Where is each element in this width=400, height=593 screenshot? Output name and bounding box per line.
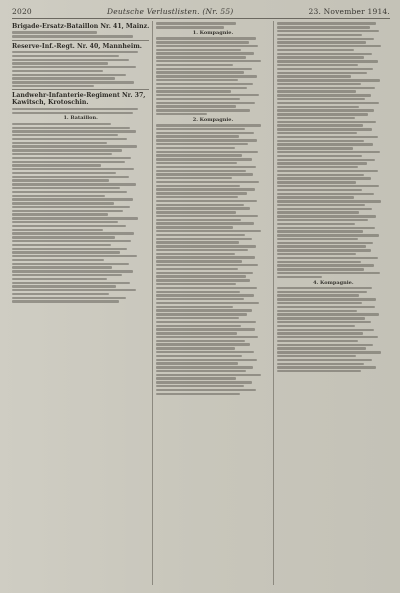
text-line [12, 62, 108, 64]
text-line [156, 268, 238, 270]
text-line [277, 268, 364, 270]
text-line [156, 83, 252, 85]
text-line [277, 72, 368, 74]
text-line [12, 70, 103, 72]
text-line [12, 66, 136, 68]
text-line [277, 56, 364, 58]
text-line [156, 275, 246, 277]
text-line [156, 87, 247, 89]
text-line [156, 328, 255, 330]
text-line [156, 49, 241, 51]
text-line [277, 336, 378, 338]
text-line [156, 325, 241, 327]
text-line [156, 393, 240, 395]
text-line [277, 253, 356, 255]
text-line [12, 168, 134, 170]
text-line [12, 149, 122, 151]
section-heading: 2. Kompagnie. [192, 116, 234, 123]
text-line [156, 355, 242, 357]
text-line [12, 164, 101, 166]
text-line [12, 213, 108, 215]
text-line [12, 300, 119, 302]
text-line [156, 90, 231, 92]
text-line [156, 287, 257, 289]
text-line [156, 45, 258, 47]
divider [12, 40, 149, 41]
text-line [277, 332, 363, 334]
text-line [156, 283, 235, 285]
text-line [277, 340, 359, 342]
text-line [12, 183, 136, 185]
text-line [12, 293, 109, 295]
text-line [156, 105, 235, 107]
text-line [277, 302, 362, 304]
text-line [156, 79, 238, 81]
text-line [156, 60, 260, 62]
text-line [12, 176, 129, 178]
text-line [12, 244, 111, 246]
page-number: 2020 [12, 6, 32, 16]
text-line [277, 359, 372, 361]
columns [12, 21, 390, 585]
text-line [277, 124, 363, 126]
text-line [156, 374, 260, 376]
text-line [277, 370, 361, 372]
text-line [156, 173, 252, 175]
text-line [12, 191, 127, 193]
text-line [156, 366, 252, 368]
text-line [277, 185, 379, 187]
text-line [12, 85, 94, 87]
text-line [156, 351, 253, 353]
text-line [156, 135, 239, 137]
text-line [277, 317, 365, 319]
text-line [156, 109, 250, 111]
text-line [156, 347, 234, 349]
text-line [277, 117, 355, 119]
text-line [156, 56, 246, 58]
text-line [277, 166, 359, 168]
text-line [277, 22, 377, 24]
text-line [277, 147, 353, 149]
text-line [12, 77, 115, 79]
text-line [156, 188, 255, 190]
text-line [156, 362, 238, 364]
unit-heading-2: Reserve-Inf.-Regt. Nr. 40, Mannheim. [12, 42, 142, 50]
text-line [156, 132, 253, 134]
text-line [12, 74, 126, 76]
text-line [156, 222, 253, 224]
text-line [12, 278, 107, 280]
text-line [12, 232, 134, 234]
text-line [156, 313, 247, 315]
text-line [156, 249, 248, 251]
text-line [156, 321, 256, 323]
text-line [12, 31, 97, 33]
text-line [12, 123, 111, 125]
text-line [156, 377, 235, 379]
text-line [156, 166, 256, 168]
text-line [156, 260, 242, 262]
text-line [277, 211, 360, 213]
text-line [12, 274, 122, 276]
text-line [12, 248, 127, 250]
text-line [277, 306, 376, 308]
text-line [156, 211, 235, 213]
text-line [277, 355, 356, 357]
unit-heading-1: Brigade-Ersatz-Bataillon Nr. 41, Mainz. [12, 23, 150, 30]
text-line [156, 264, 258, 266]
text-line [156, 26, 224, 28]
text-line [277, 181, 356, 183]
text-line [156, 381, 251, 383]
text-line [156, 317, 239, 319]
text-line [12, 195, 105, 197]
text-line [277, 102, 379, 104]
text-line [156, 294, 253, 296]
text-line [156, 41, 249, 43]
text-line [12, 134, 118, 136]
text-line [277, 219, 369, 221]
text-line [156, 234, 244, 236]
section-heading: 4. Kompagnie. [313, 279, 354, 286]
text-line [12, 217, 138, 219]
text-line [12, 285, 116, 287]
text-line [12, 240, 131, 242]
text-line [156, 370, 246, 372]
text-line [156, 207, 250, 209]
text-line [277, 38, 374, 40]
text-line [12, 266, 112, 268]
text-line [12, 130, 136, 132]
text-line [156, 128, 244, 130]
text-line [156, 385, 243, 387]
text-line [277, 238, 359, 240]
text-line [12, 112, 133, 114]
text-line [277, 98, 365, 100]
text-line [12, 198, 133, 200]
text-line [12, 59, 129, 61]
text-line [12, 161, 125, 163]
text-line [12, 251, 120, 253]
text-line [156, 219, 241, 221]
text-line [277, 75, 352, 77]
column-3 [273, 21, 390, 585]
text-line [277, 109, 374, 111]
text-line [277, 193, 374, 195]
text-line [277, 90, 356, 92]
text-line [277, 140, 364, 142]
text-line [12, 142, 107, 144]
section-heading: 1. Bataillon. [63, 115, 98, 122]
text-line [156, 359, 257, 361]
unit-heading-3: Landwehr-Infanterie-Regiment Nr. 37, Kawitsch, Krotoschin. [12, 92, 146, 107]
text-line [156, 200, 257, 202]
text-line [12, 138, 127, 140]
text-line [277, 136, 378, 138]
text-line [12, 263, 129, 265]
text-line [277, 294, 360, 296]
text-line [156, 309, 251, 311]
text-line [277, 151, 380, 153]
text-line [277, 121, 377, 123]
text-line [12, 225, 126, 227]
text-line [156, 124, 260, 126]
text-line [156, 181, 259, 183]
text-line [277, 230, 363, 232]
text-line [156, 22, 235, 24]
text-line [277, 132, 357, 134]
text-line [156, 71, 243, 73]
column-2 [152, 21, 269, 585]
text-line [277, 272, 380, 274]
text-line [156, 170, 246, 172]
text-line [12, 157, 131, 159]
text-line [277, 287, 372, 289]
text-line [277, 223, 355, 225]
text-line [156, 230, 260, 232]
text-line [277, 234, 379, 236]
text-line [277, 83, 361, 85]
text-line [277, 177, 371, 179]
text-line [156, 245, 256, 247]
text-line [277, 87, 376, 89]
text-line [156, 226, 233, 228]
text-line [277, 34, 362, 36]
text-line [277, 128, 372, 130]
column-1 [12, 21, 149, 585]
text-line [156, 256, 255, 258]
text-line [277, 26, 370, 28]
text-line [156, 113, 207, 115]
text-line [277, 159, 376, 161]
text-line [277, 249, 371, 251]
text-line [277, 155, 362, 157]
text-line [277, 204, 365, 206]
text-line [12, 282, 130, 284]
text-line [12, 35, 133, 37]
text-line [12, 210, 123, 212]
text-line [277, 60, 378, 62]
text-line [156, 332, 236, 334]
text-line [156, 196, 238, 198]
text-line [156, 298, 243, 300]
text-line [12, 145, 137, 147]
text-line [12, 259, 104, 261]
text-line [277, 79, 380, 81]
text-line [156, 253, 234, 255]
text-line [277, 94, 371, 96]
text-line [277, 170, 378, 172]
text-line [12, 172, 116, 174]
text-line [156, 177, 232, 179]
text-line [12, 221, 118, 223]
text-line [156, 272, 252, 274]
text-line [277, 174, 364, 176]
text-line [277, 366, 377, 368]
text-line [277, 321, 371, 323]
text-line [12, 270, 133, 272]
text-line [156, 102, 255, 104]
text-line [277, 41, 367, 43]
section-heading: 1. Kompagnie. [192, 29, 234, 36]
text-line [12, 187, 120, 189]
text-line [277, 143, 373, 145]
text-line [12, 55, 119, 57]
text-line [12, 206, 130, 208]
text-line [156, 302, 259, 304]
text-line [277, 106, 360, 108]
text-line [156, 158, 251, 160]
text-line [277, 347, 367, 349]
text-line [156, 215, 258, 217]
text-line [277, 45, 381, 47]
text-line [277, 242, 373, 244]
text-line [277, 291, 368, 293]
publication-title: Deutsche Verlustlisten. (Nr. 55) [106, 6, 234, 16]
text-line [277, 49, 354, 51]
text-line [12, 229, 103, 231]
running-head [12, 4, 390, 19]
text-line [12, 127, 130, 129]
text-line [277, 200, 381, 202]
text-line [12, 81, 134, 83]
text-line [156, 154, 242, 156]
text-line [156, 162, 236, 164]
text-line [277, 64, 359, 66]
issue-number: (Nr. 55) [202, 6, 234, 16]
text-line [156, 340, 244, 342]
text-line [12, 202, 114, 204]
text-line [277, 68, 373, 70]
text-line [277, 215, 377, 217]
text-line [277, 298, 377, 300]
text-line [156, 306, 233, 308]
text-line [12, 236, 115, 238]
text-line [277, 344, 373, 346]
text-line [277, 261, 361, 263]
text-line [277, 363, 364, 365]
text-line [156, 98, 240, 100]
text-line [156, 94, 259, 96]
text-line [156, 37, 256, 39]
text-line [156, 241, 239, 243]
text-line [277, 351, 381, 353]
text-line [277, 113, 369, 115]
text-line [277, 196, 354, 198]
text-line [277, 227, 376, 229]
text-line [156, 64, 233, 66]
text-line [156, 185, 240, 187]
text-line [277, 208, 372, 210]
text-line [156, 291, 240, 293]
text-line [12, 255, 137, 257]
text-line [156, 336, 258, 338]
text-line [156, 147, 234, 149]
text-line [156, 52, 253, 54]
text-line [277, 162, 368, 164]
text-line [277, 53, 372, 55]
text-line [12, 179, 109, 181]
text-line [277, 30, 379, 32]
text-line [156, 238, 251, 240]
text-line [277, 276, 322, 278]
text-line [12, 297, 126, 299]
text-line [277, 245, 367, 247]
text-line [156, 139, 257, 141]
text-line [156, 75, 257, 77]
text-line [277, 329, 374, 331]
text-line [156, 279, 250, 281]
text-line [156, 68, 251, 70]
text-line [12, 51, 138, 53]
issue-date: 23. November 1914. [308, 6, 390, 16]
text-line [277, 257, 378, 259]
text-line [12, 108, 138, 110]
text-line [277, 310, 357, 312]
text-line [277, 313, 379, 315]
text-line [12, 289, 136, 291]
text-line [156, 192, 247, 194]
text-line [156, 143, 248, 145]
divider [12, 89, 149, 90]
text-line [156, 204, 243, 206]
text-line [277, 264, 374, 266]
text-line [12, 153, 112, 155]
text-line [156, 343, 250, 345]
text-line [277, 325, 355, 327]
text-line [156, 389, 256, 391]
text-line [277, 189, 362, 191]
text-line [156, 151, 258, 153]
